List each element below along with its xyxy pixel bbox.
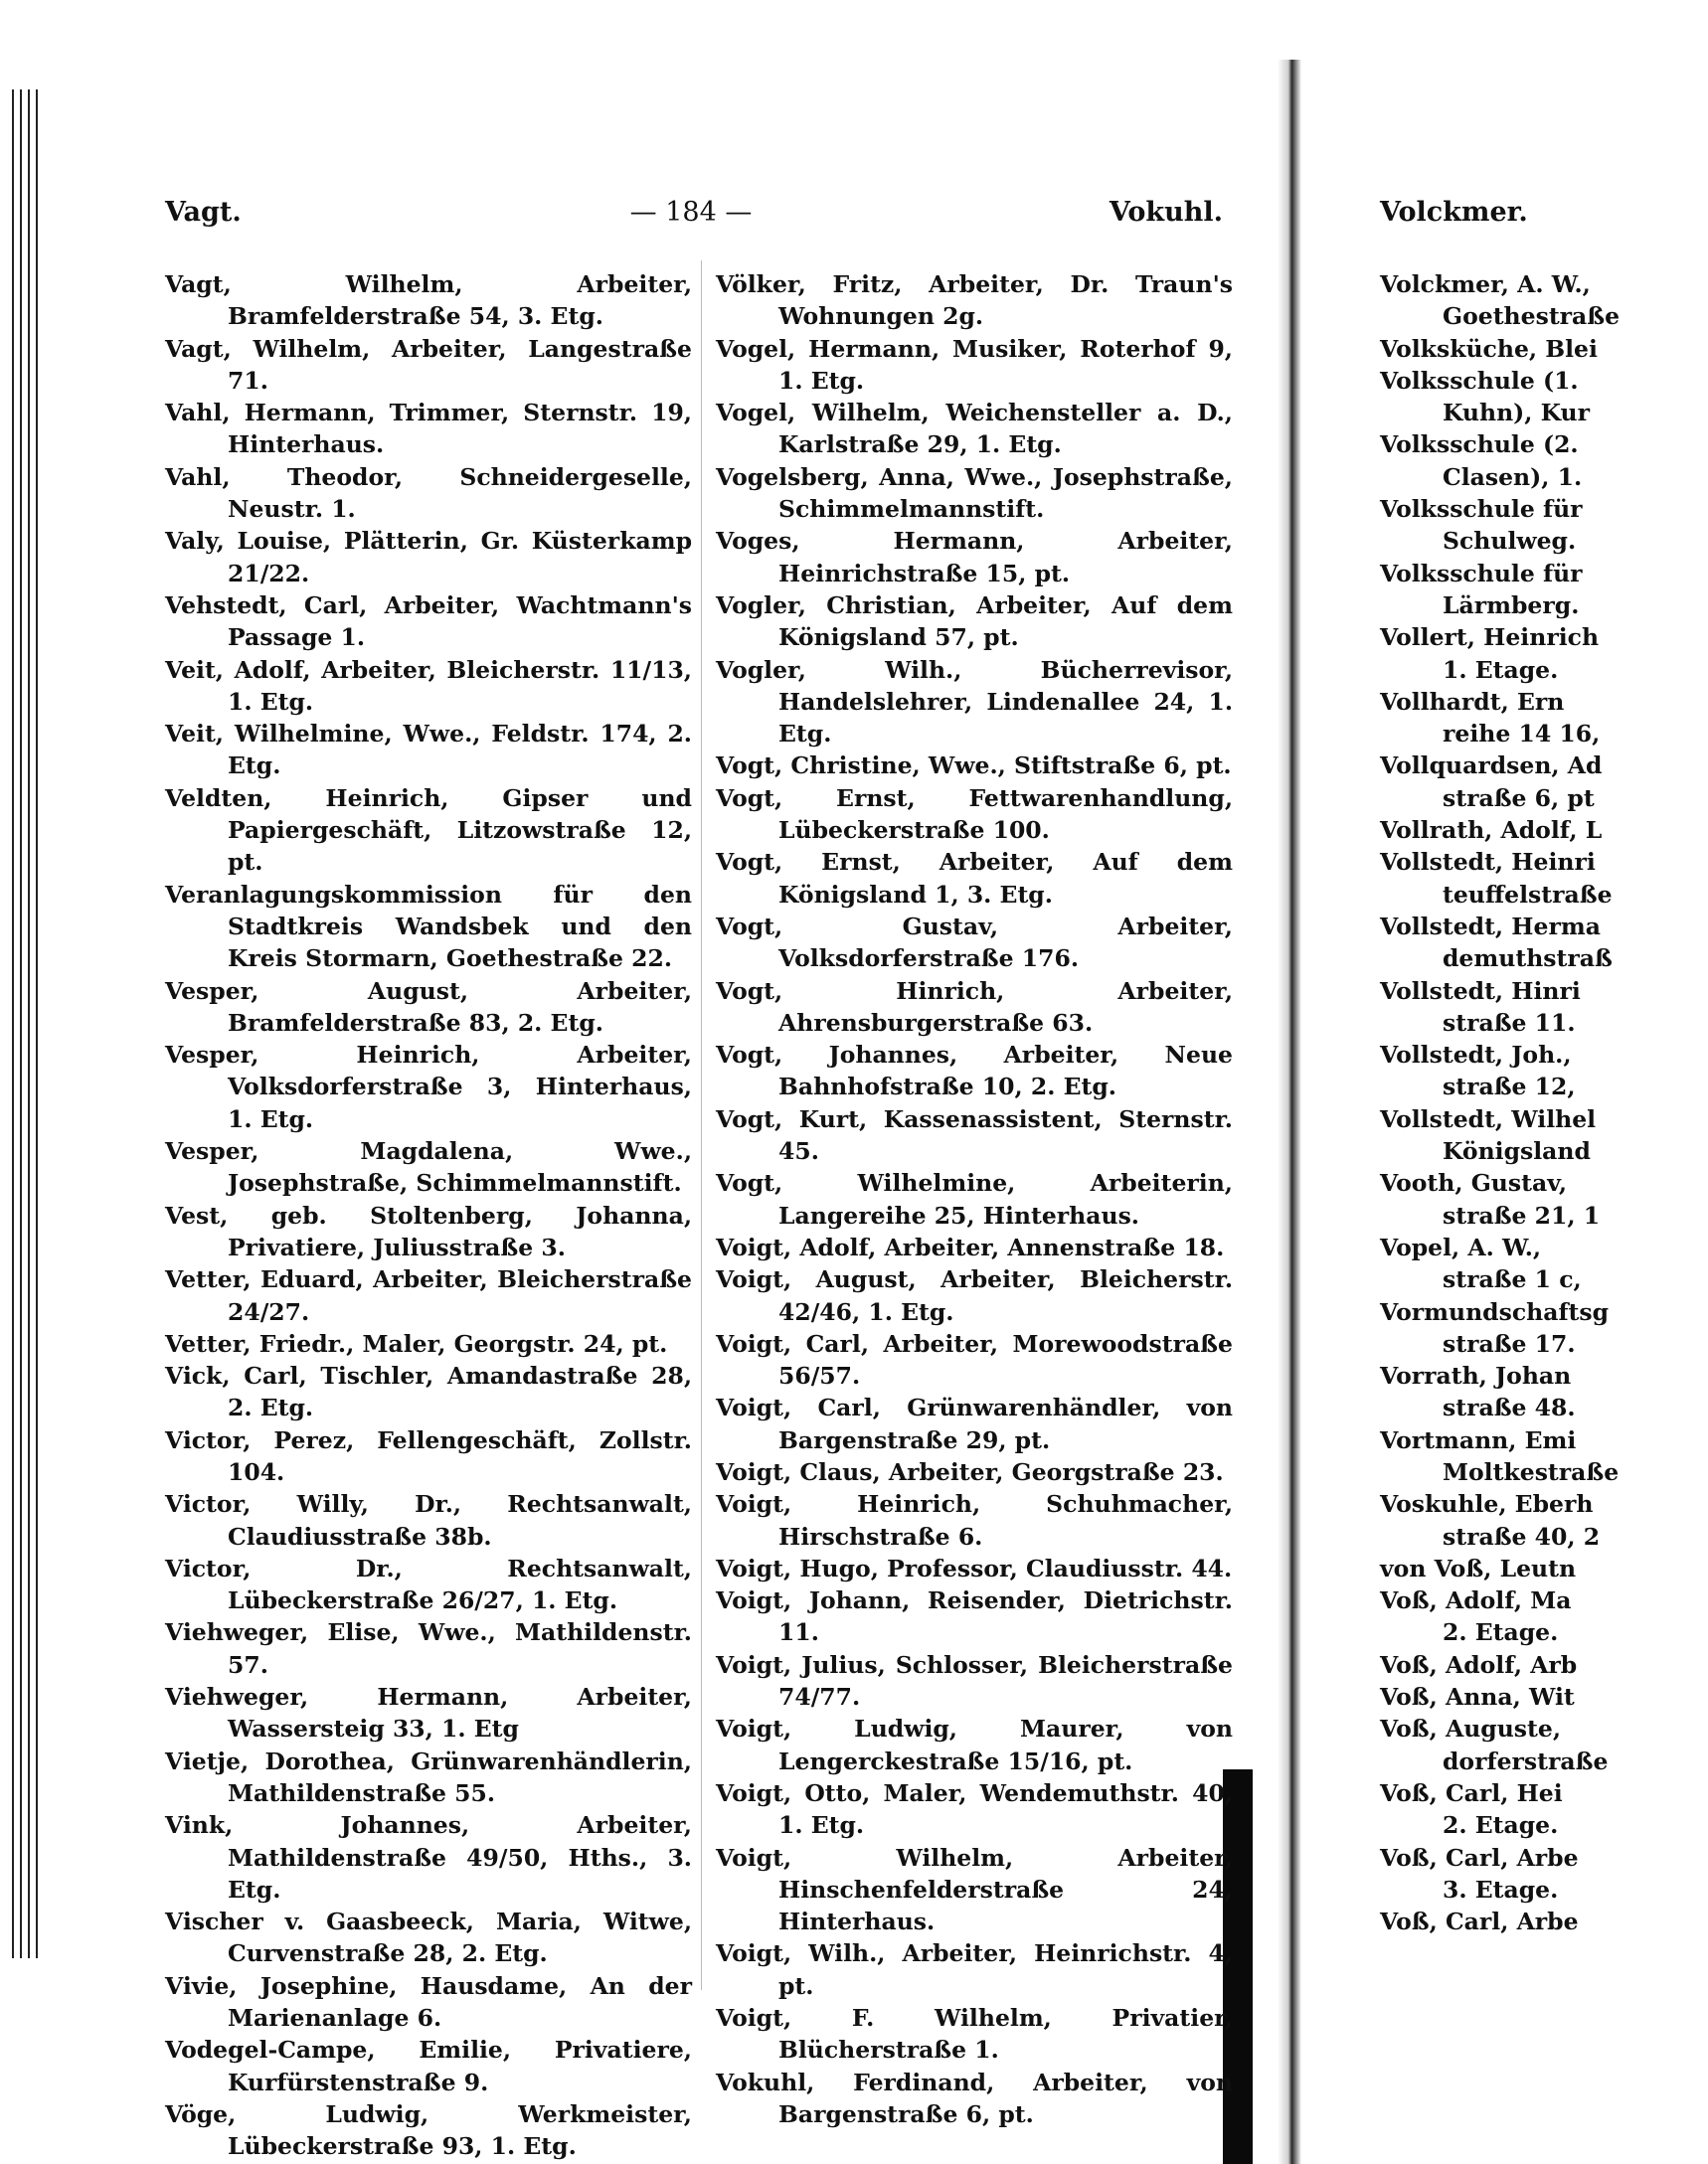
adjacent-entry-line: Volckmer, A. W., (1380, 270, 1591, 298)
directory-entry: Vogt, Ernst, Fettwarenhandlung, Lübeckerstraße 100. (716, 783, 1233, 845)
adjacent-entry-line: Schulweg. (1443, 527, 1577, 556)
adjacent-entry-line: straße 11. (1443, 1008, 1576, 1037)
adjacent-entry-line: demuthstraß (1443, 944, 1613, 973)
adjacent-entry-line: 3. Etage. (1443, 1875, 1559, 1904)
adjacent-entry-line: Vortmann, Emi (1380, 1425, 1577, 1454)
adjacent-entry-line: straße 48. (1443, 1394, 1576, 1422)
directory-entry: Veit, Wilhelmine, Wwe., Feldstr. 174, 2. Etg. (165, 720, 692, 780)
directory-entry: Voigt, Claus, Arbeiter, Georgstraße 23. (716, 1457, 1224, 1486)
book-gutter (1278, 60, 1301, 2164)
adjacent-entry-line: Lärmberg. (1443, 590, 1580, 619)
adjacent-entry-line: Moltkestraße (1443, 1457, 1620, 1486)
left-column (165, 268, 692, 2163)
directory-entry: Voigt, Heinrich, Schuhmacher, Hirschstraße 6. (716, 1490, 1233, 1551)
adjacent-entry-line: reihe 14 16, (1443, 720, 1601, 749)
directory-entry: Vick, Carl, Tischler, Amandastraße 28, 2. Etg. (165, 1362, 692, 1422)
directory-entry: Voigt, Ludwig, Maurer, von Lengerckestraße 15/16, pt. (716, 1715, 1233, 1775)
directory-entry: Viehweger, Elise, Wwe., Mathildenstr. 57. (165, 1618, 692, 1679)
adjacent-entry-line: straße 6, pt (1443, 783, 1595, 812)
adjacent-entry-line: Vollrath, Adolf, L (1380, 816, 1603, 845)
adjacent-entry-line: Voß, Adolf, Ma (1380, 1586, 1572, 1615)
adjacent-entry-line: Voß, Anna, Wit (1380, 1683, 1575, 1712)
directory-entry: Veranlagungskommission für den Stadtkreis Wandsbek und den Kreis Stormarn, Goethestraße 22. (165, 880, 692, 973)
adjacent-entry-line: straße 40, 2 (1443, 1522, 1601, 1551)
adjacent-entry-line: 2. Etage. (1443, 1811, 1559, 1840)
adjacent-entry-line: Voß, Adolf, Arb (1380, 1650, 1578, 1679)
directory-entry: Voges, Hermann, Arbeiter, Heinrichstraße 15, pt. (716, 527, 1233, 587)
adjacent-entry-line: straße 21, 1 (1443, 1201, 1601, 1230)
adjacent-entry-line: Voß, Carl, Arbe (1380, 1908, 1579, 1936)
adjacent-entry-line: Goethestraße (1443, 302, 1621, 331)
directory-entry: Voigt, Wilh., Arbeiter, Heinrichstr. 4, pt. (716, 1939, 1233, 2000)
adjacent-entry-line: Vollstedt, Wilhel (1380, 1104, 1597, 1133)
directory-entry: Voigt, Adolf, Arbeiter, Annenstraße 18. (716, 1233, 1225, 1261)
column-divider (701, 260, 702, 1990)
directory-entry: Vogt, Hinrich, Arbeiter, Ahrensburgerstraße 63. (716, 976, 1233, 1037)
adjacent-entry-line: Vollstedt, Heinri (1380, 848, 1596, 877)
header-right-keyword: Vokuhl. (1109, 197, 1223, 228)
directory-entry: Vesper, Magdalena, Wwe., Josephstraße, Schimmelmannstift. (165, 1137, 692, 1198)
directory-entry: Veit, Adolf, Arbeiter, Bleicherstr. 11/13, 1. Etg. (165, 655, 692, 716)
directory-entry: Vahl, Theodor, Schneidergeselle, Neustr. 1. (165, 462, 692, 524)
directory-entry: Vest, geb. Stoltenberg, Johanna, Privatiere, Juliusstraße 3. (165, 1201, 692, 1261)
directory-entry: Vogt, Christine, Wwe., Stiftstraße 6, pt. (716, 751, 1232, 780)
adjacent-entry-line: Clasen), 1. (1443, 462, 1583, 491)
directory-entry: Voigt, F. Wilhelm, Privatier, Blücherstraße 1. (716, 2004, 1233, 2065)
adjacent-entry-line: Voß, Auguste, (1380, 1715, 1562, 1744)
adjacent-entry-line: Voskuhle, Eberh (1380, 1490, 1594, 1519)
directory-entry: Vogel, Wilhelm, Weichensteller a. D., Karlstraße 29, 1. Etg. (716, 399, 1233, 459)
book-edge-marks (12, 89, 42, 1958)
adjacent-column (1380, 268, 1708, 1937)
directory-entry: Vahl, Hermann, Trimmer, Sternstr. 19, Hinterhaus. (165, 399, 692, 459)
page-header (149, 197, 1233, 237)
directory-entry: Victor, Dr., Rechtsanwalt, Lübeckerstraße 26/27, 1. Etg. (165, 1554, 692, 1615)
directory-entry: Vetter, Eduard, Arbeiter, Bleicherstraße 24/27. (165, 1265, 692, 1326)
directory-entry: Vogt, Gustav, Arbeiter, Volksdorferstraße 176. (716, 912, 1233, 973)
adjacent-header-keyword: Volckmer. (1380, 197, 1528, 228)
directory-entry: Voigt, Carl, Grünwarenhändler, von Bargenstraße 29, pt. (716, 1394, 1233, 1454)
directory-entry: Vogler, Christian, Arbeiter, Auf dem Königsland 57, pt. (716, 590, 1233, 652)
directory-entry: Völker, Fritz, Arbeiter, Dr. Traun's Wohnungen 2g. (716, 270, 1233, 331)
directory-entry: Vagt, Wilhelm, Arbeiter, Bramfelderstraße 54, 3. Etg. (165, 270, 692, 331)
adjacent-entry-line: Volksschule für (1380, 559, 1583, 587)
directory-entry: Victor, Willy, Dr., Rechtsanwalt, Claudiusstraße 38b. (165, 1490, 692, 1551)
directory-entry: Voigt, Carl, Arbeiter, Morewoodstraße 56/57. (716, 1329, 1233, 1391)
directory-entry: Voigt, Julius, Schlosser, Bleicherstraße 74/77. (716, 1650, 1233, 1712)
directory-entry: Veldten, Heinrich, Gipser und Papiergeschäft, Litzowstraße 12, pt. (165, 783, 692, 877)
directory-entry: Voigt, Wilhelm, Arbeiter, Hinschenfelderstraße 24, Hinterhaus. (716, 1843, 1233, 1936)
middle-column (716, 268, 1233, 2130)
directory-entry: Vogel, Hermann, Musiker, Roterhof 9, 1. Etg. (716, 334, 1233, 395)
directory-entry: Vagt, Wilhelm, Arbeiter, Langestraße 71. (165, 334, 692, 395)
adjacent-entry-line: Vopel, A. W., (1380, 1233, 1542, 1261)
directory-entry: Victor, Perez, Fellengeschäft, Zollstr. 104. (165, 1425, 692, 1486)
adjacent-entry-line: Vollstedt, Hinri (1380, 976, 1581, 1005)
directory-entry: Voigt, August, Arbeiter, Bleicherstr. 42/46, 1. Etg. (716, 1265, 1233, 1326)
directory-entry: Vehstedt, Carl, Arbeiter, Wachtmann's Passage 1. (165, 590, 692, 652)
adjacent-entry-line: Vollstedt, Herma (1380, 912, 1601, 940)
adjacent-entry-line: straße 17. (1443, 1329, 1576, 1358)
adjacent-entry-line: dorferstraße (1443, 1747, 1609, 1775)
directory-entry: Vischer v. Gaasbeeck, Maria, Witwe, Curvenstraße 28, 2. Etg. (165, 1908, 692, 1968)
directory-entry: Voigt, Hugo, Professor, Claudiusstr. 44. (716, 1554, 1233, 1582)
adjacent-page (1372, 149, 1621, 2038)
directory-entry: Voigt, Otto, Maler, Wendemuthstr. 40, 1. Etg. (716, 1778, 1233, 1840)
adjacent-entry-line: teuffelstraße (1443, 880, 1613, 909)
directory-entry: Vodegel-Campe, Emilie, Privatiere, Kurfürstenstraße 9. (165, 2036, 692, 2096)
directory-entry: Vivie, Josephine, Hausdame, An der Marienanlage 6. (165, 1971, 692, 2033)
adjacent-entry-line: Vormundschaftsg (1380, 1297, 1610, 1326)
adjacent-entry-line: Vollstedt, Joh., (1380, 1041, 1572, 1070)
adjacent-entry-line: Vorrath, Johan (1380, 1362, 1572, 1391)
directory-entry: Vesper, Heinrich, Arbeiter, Volksdorferstraße 3, Hinterhaus, 1. Etg. (165, 1041, 692, 1133)
adjacent-entry-line: Vooth, Gustav, (1380, 1169, 1568, 1198)
adjacent-entry-line: Vollert, Heinrich (1380, 623, 1600, 652)
adjacent-entry-line: von Voß, Leutn (1380, 1554, 1577, 1582)
adjacent-entry-line: Volksschule (2. (1380, 430, 1579, 459)
directory-entry: Valy, Louise, Plätterin, Gr. Küsterkamp 21/22. (165, 527, 692, 587)
adjacent-entry-line: Kuhn), Kur (1443, 399, 1591, 427)
adjacent-entry-line: Voß, Carl, Arbe (1380, 1843, 1579, 1872)
directory-page (149, 149, 1233, 2161)
directory-entry: Vogt, Kurt, Kassenassistent, Sternstr. 45. (716, 1104, 1233, 1166)
adjacent-entry-line: 1. Etage. (1443, 655, 1559, 684)
adjacent-entry-line: Volksschule für (1380, 495, 1583, 524)
directory-entry: Vink, Johannes, Arbeiter, Mathildenstraße 49/50, Hths., 3. Etg. (165, 1811, 692, 1904)
directory-entry: Vesper, August, Arbeiter, Bramfelderstraße 83, 2. Etg. (165, 976, 692, 1037)
adjacent-entry-line: Königsland (1443, 1137, 1591, 1166)
adjacent-entry-line: straße 1 c, (1443, 1265, 1582, 1294)
directory-entry: Voigt, Johann, Reisender, Dietrichstr. 11. (716, 1586, 1233, 1647)
adjacent-entry-line: Voß, Carl, Hei (1380, 1778, 1563, 1807)
adjacent-entry-line: 2. Etage. (1443, 1618, 1559, 1647)
directory-entry: Vöge, Ludwig, Werkmeister, Lübeckerstraße 93, 1. Etg. (165, 2099, 692, 2161)
adjacent-entry-line: Vollquardsen, Ad (1380, 751, 1603, 780)
directory-entry: Vogt, Ernst, Arbeiter, Auf dem Königsland 1, 3. Etg. (716, 848, 1233, 909)
adjacent-entry-line: straße 12, (1443, 1073, 1576, 1101)
directory-entry: Vogelsberg, Anna, Wwe., Josephstraße, Schimmelmannstift. (716, 462, 1233, 524)
directory-entry: Vogt, Johannes, Arbeiter, Neue Bahnhofstraße 10, 2. Etg. (716, 1041, 1233, 1101)
directory-entry: Vetter, Friedr., Maler, Georgstr. 24, pt. (165, 1329, 668, 1358)
header-left-keyword: Vagt. (165, 197, 242, 228)
directory-entry: Vogt, Wilhelmine, Arbeiterin, Langereihe 25, Hinterhaus. (716, 1169, 1233, 1230)
adjacent-entry-line: Volksküche, Blei (1380, 334, 1598, 363)
directory-entry: Vietje, Dorothea, Grünwarenhändlerin, Mathildenstraße 55. (165, 1747, 692, 1807)
adjacent-entry-line: Vollhardt, Ern (1380, 687, 1565, 716)
directory-entry: Viehweger, Hermann, Arbeiter, Wassersteig 33, 1. Etg (165, 1683, 692, 1744)
directory-entry: Vokuhl, Ferdinand, Arbeiter, von Bargenstraße 6, pt. (716, 2068, 1233, 2128)
adjacent-entry-line: Volksschule (1. (1380, 366, 1579, 395)
directory-entry: Vogler, Wilh., Bücherrevisor, Handelslehrer, Lindenallee 24, 1. Etg. (716, 655, 1233, 749)
page-number: — 184 — (629, 197, 753, 228)
